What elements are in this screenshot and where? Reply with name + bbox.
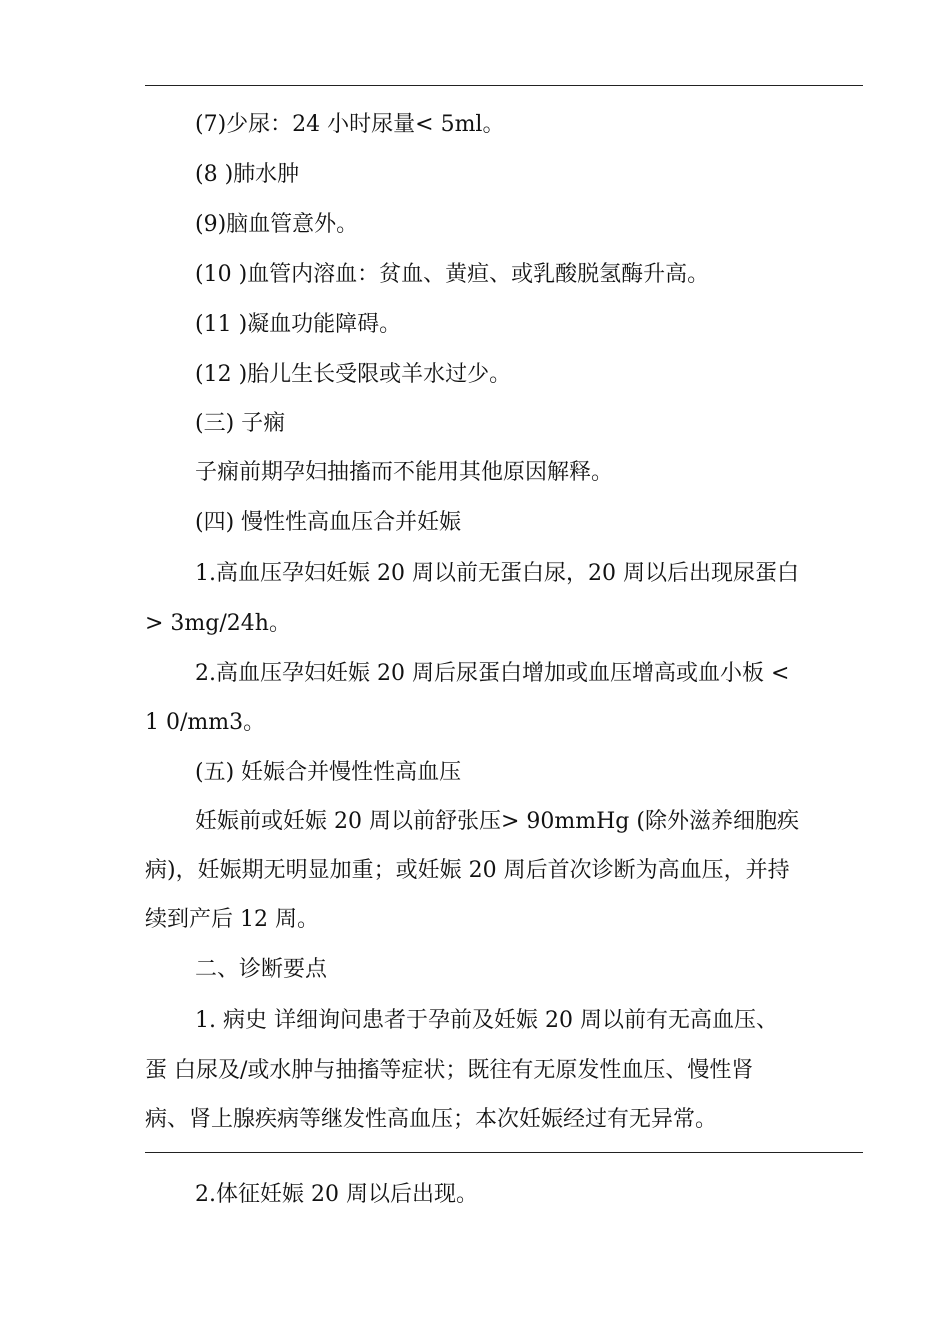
text-line: 子痫前期孕妇抽搐而不能用其他原因解释。 [195,460,614,485]
text-line: (8 )肺水肿 [195,162,300,187]
text-line: 1. 病史 详细询问患者于孕前及妊娠 20 周以前有无高血压、 [195,1008,778,1033]
text-line: 1 0/mm3。 [145,710,266,735]
text-line: (7)少尿：24 小时尿量< 5ml。 [195,112,505,137]
text-line: (9)脑血管意外。 [195,212,359,237]
text-line: 1.高血压孕妇妊娠 20 周以前无蛋白尿，20 周以后出现尿蛋白 [195,561,799,586]
text-line: 续到产后 12 周。 [145,907,319,932]
text-line: (11 )凝血功能障碍。 [195,312,402,337]
text-line: 妊娠前或妊娠 20 周以前舒张压> 90mmHg (除外滋养细胞疾 [195,809,799,834]
section-heading: (三) 子痫 [195,411,286,436]
page-divider [145,1152,863,1153]
text-line: (12 )胎儿生长受限或羊水过少。 [195,362,512,387]
text-line: 2.体征妊娠 20 周以后出现。 [195,1182,478,1207]
text-line: 病)，妊娠期无明显加重；或妊娠 20 周后首次诊断为高血压，并持 [145,858,790,883]
text-line: > 3mg/24h。 [145,611,291,636]
text-line: 2.高血压孕妇妊娠 20 周后尿蛋白增加或血压增高或血小板 < [195,661,790,686]
section-heading: (五) 妊娠合并慢性性高血压 [195,760,462,785]
section-heading: (四) 慢性性高血压合并妊娠 [195,510,462,535]
section-heading: 二、诊断要点 [195,957,328,982]
text-line: (10 )血管内溶血：贫血、黄疸、或乳酸脱氢酶升高。 [195,262,710,287]
text-line: 病、肾上腺疾病等继发性高血压；本次妊娠经过有无异常。 [145,1107,718,1132]
text-line: 蛋 白尿及/或水肿与抽搐等症状；既往有无原发性血压、慢性肾 [145,1058,754,1083]
header-rule [145,85,863,86]
